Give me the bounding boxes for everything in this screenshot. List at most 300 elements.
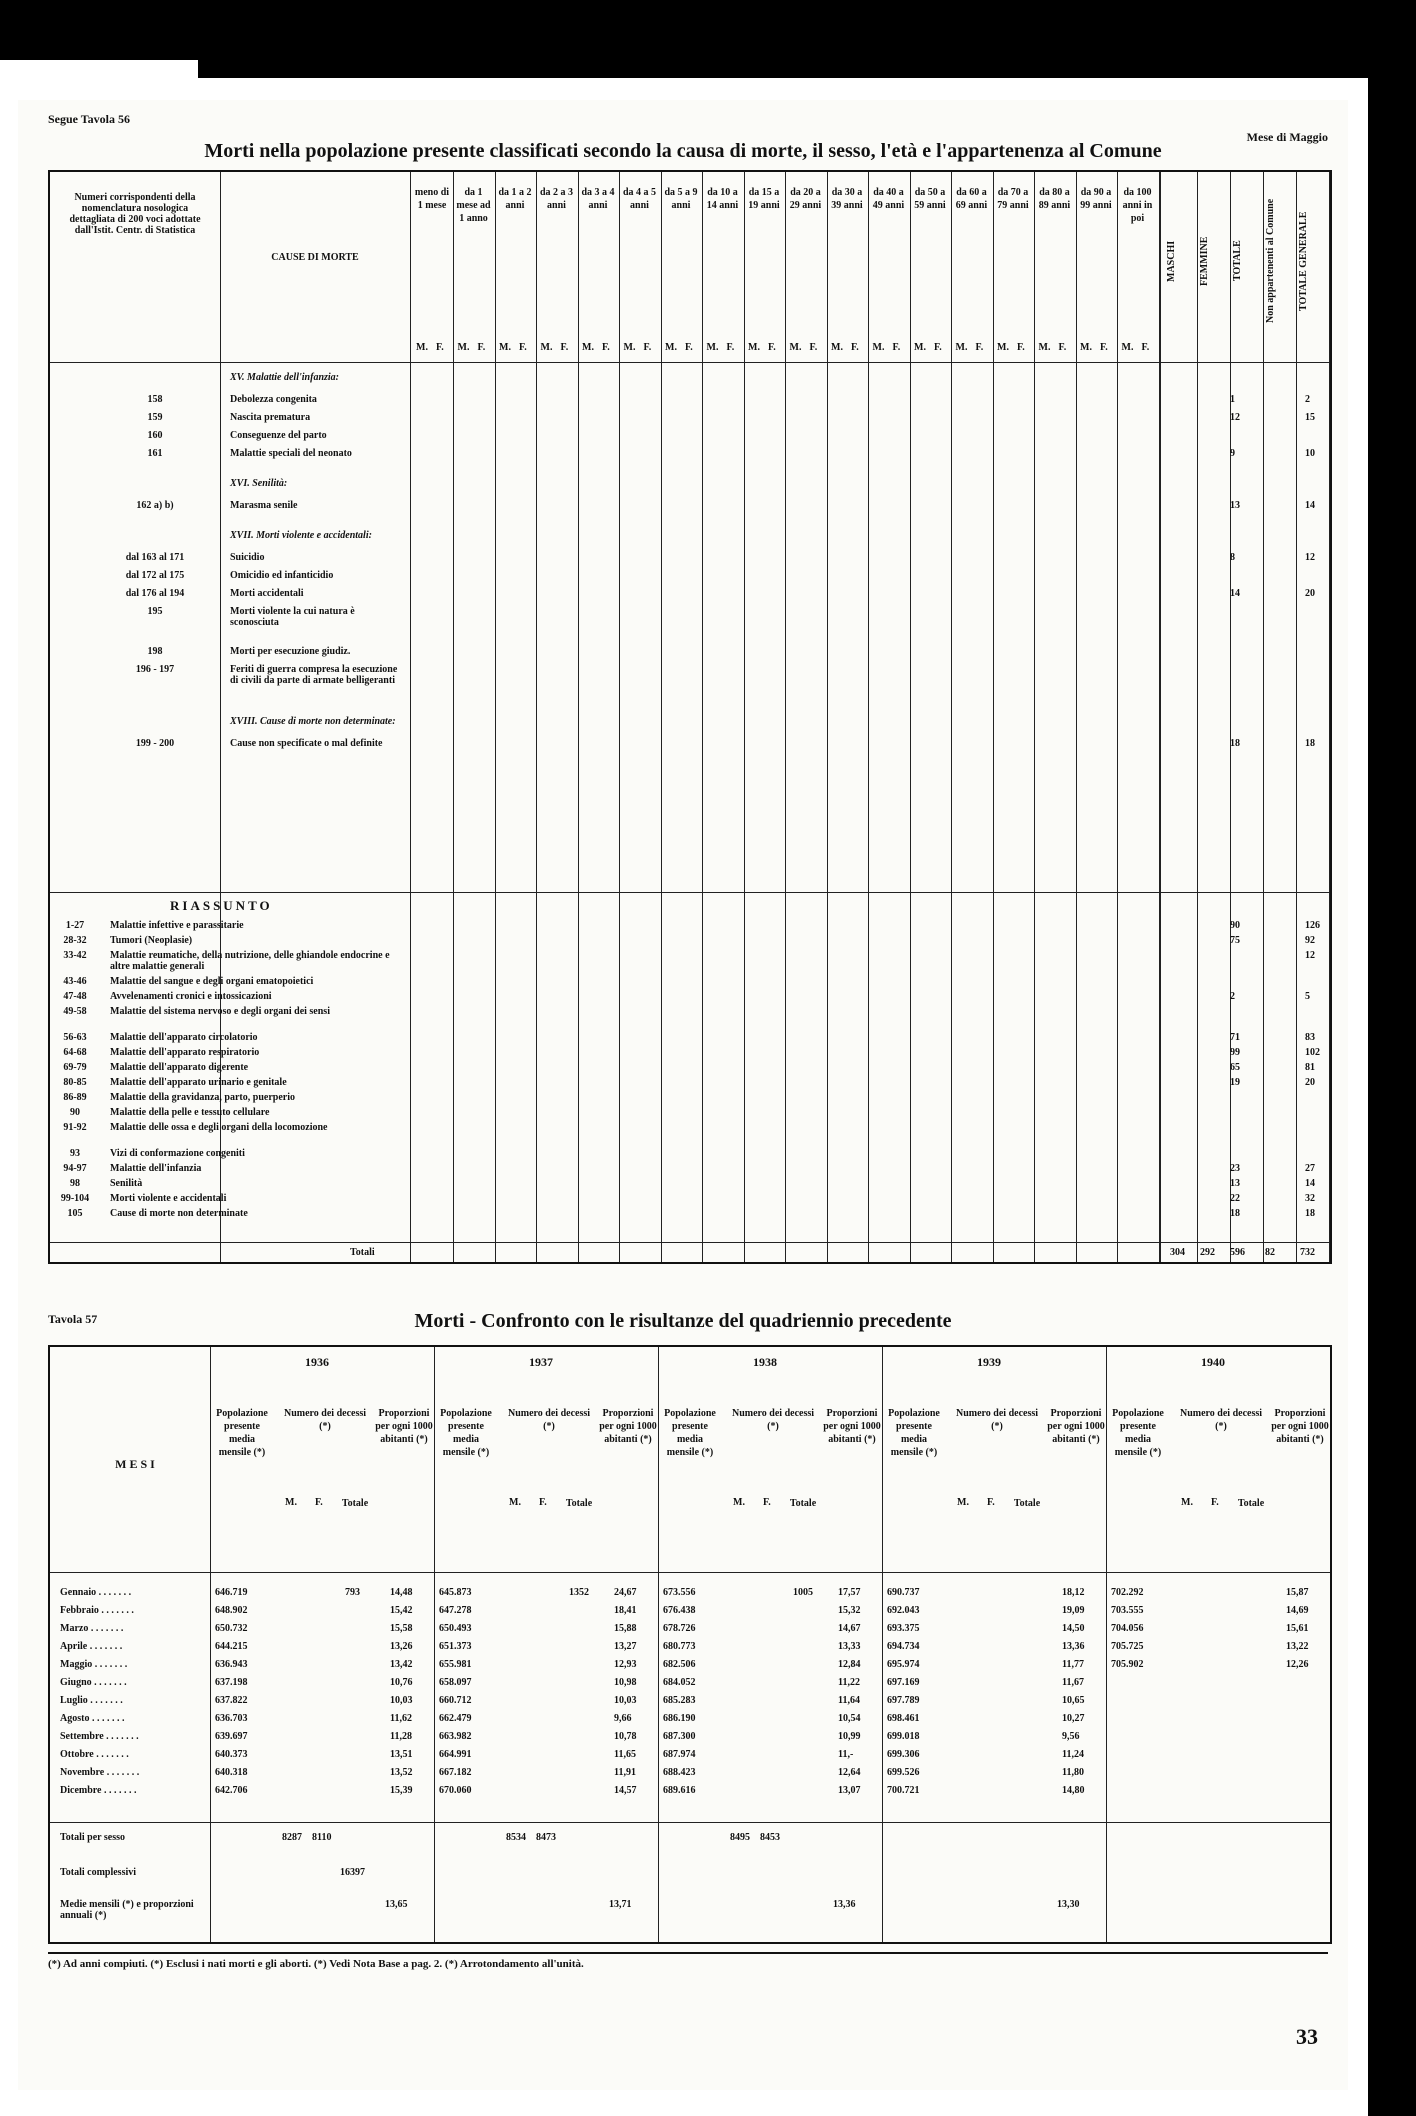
age-group-header: meno di 1 mese — [414, 187, 450, 211]
age-group-header: da 70 a 79 anni — [997, 187, 1029, 211]
sex-f-header: F. — [1017, 342, 1025, 353]
sex-f-header: F. — [602, 342, 610, 353]
year-divider — [658, 1347, 659, 1942]
summary-total: 2 — [1230, 991, 1235, 1002]
proportion-value: 15,87 — [1286, 1587, 1309, 1598]
population-value: 686.190 — [663, 1713, 696, 1724]
summary-name: Malattie del sangue e degli organi ematopoietici — [110, 976, 314, 987]
cause-code: 195 — [147, 606, 163, 617]
proportion-value: 14,69 — [1286, 1605, 1309, 1616]
totals-maschi: 304 — [1170, 1247, 1185, 1258]
proportion-value: 10,03 — [614, 1695, 637, 1706]
population-value: 702.292 — [1111, 1587, 1144, 1598]
population-value: 682.506 — [663, 1659, 696, 1670]
population-value: 637.198 — [215, 1677, 248, 1688]
deaths-header: Numero dei decessi (*) — [731, 1408, 815, 1432]
summary-name: Malattie infettive e parassitarie — [110, 920, 244, 931]
population-value: 647.278 — [439, 1605, 472, 1616]
summary-total: 22 — [1230, 1193, 1240, 1204]
population-value: 704.056 — [1111, 1623, 1144, 1634]
cause-total: 8 — [1230, 552, 1235, 563]
month-label: Mese di Maggio — [1246, 130, 1328, 144]
deaths-f-header: F. — [315, 1497, 323, 1508]
col-divider — [785, 172, 786, 1262]
col-divider — [993, 172, 994, 1262]
population-value: 651.373 — [439, 1641, 472, 1652]
summary-name: Malattie reumatiche, della nutrizione, delle ghiandole endocrine e altre malattie generali — [110, 950, 390, 972]
deaths-m-header: M. — [509, 1497, 521, 1508]
summary-total: 19 — [1230, 1077, 1240, 1088]
cause-code: 198 — [147, 646, 163, 657]
proportion-value: 14,80 — [1062, 1785, 1085, 1796]
cause-grand-total: 15 — [1305, 412, 1315, 423]
cause-name: Debolezza congenita — [230, 394, 317, 405]
proportion-value: 15,42 — [390, 1605, 413, 1616]
age-group-header: da 20 a 29 anni — [789, 187, 822, 211]
summary-total: 65 — [1230, 1062, 1240, 1073]
sex-m-header: M. — [748, 342, 760, 353]
footnote: (*) Ad anni compiuti. (*) Esclusi i nati morti e gli aborti. (*) Vedi Nota Base a pag. 2. (*) Arrotondamento all'unità. — [48, 1952, 1328, 1984]
cause-code: dal 163 al 171 — [125, 552, 185, 563]
sex-m-header: M. — [789, 342, 802, 353]
summary-col-header: TOTALE GENERALE — [1298, 211, 1309, 311]
year-header: 1937 — [529, 1355, 553, 1369]
year-header: 1939 — [977, 1355, 1001, 1369]
proportion-value: 14,48 — [390, 1587, 413, 1598]
deaths-header: Numero dei decessi (*) — [955, 1408, 1039, 1432]
summary-col-header: TOTALE — [1232, 240, 1243, 282]
summary-grand-total: 92 — [1305, 935, 1315, 946]
totals-femmine: 292 — [1200, 1247, 1215, 1258]
months-header: M E S I — [115, 1457, 155, 1471]
deaths-total-value: 793 — [345, 1587, 360, 1598]
col-divider — [744, 172, 745, 1262]
cause-grand-total: 14 — [1305, 500, 1315, 511]
proportion-header: Proporzioni per ogni 1000 abitanti (*) — [599, 1408, 657, 1445]
population-value: 662.479 — [439, 1713, 472, 1724]
summary-name: Malattie delle ossa e degli organi della locomozione — [110, 1122, 328, 1133]
population-value: 648.902 — [215, 1605, 248, 1616]
proportion-value: 11,64 — [838, 1695, 860, 1706]
proportion-header: Proporzioni per ogni 1000 abitanti (*) — [1271, 1408, 1329, 1445]
population-value: 700.721 — [887, 1785, 920, 1796]
summary-name: Malattie dell'apparato respiratorio — [110, 1047, 260, 1058]
proportion-value: 9,56 — [1062, 1731, 1080, 1742]
summary-code: 90 — [70, 1107, 80, 1118]
summary-name: Tumori (Neoplasie) — [110, 935, 193, 946]
summary-code: 56-63 — [63, 1032, 87, 1043]
summary-total: 18 — [1230, 1208, 1240, 1219]
summary-name: Cause di morte non determinate — [110, 1208, 248, 1219]
population-value: 680.773 — [663, 1641, 696, 1652]
proportion-value: 11,77 — [1062, 1659, 1084, 1670]
population-value: 697.789 — [887, 1695, 920, 1706]
summary-name: Malattie dell'apparato urinario e genitale — [110, 1077, 287, 1088]
sex-m-header: M. — [872, 342, 885, 353]
continued-table-label: Segue Tavola 56 — [48, 112, 131, 126]
sex-m-header: M. — [955, 342, 968, 353]
summary-code: 80-85 — [63, 1077, 87, 1088]
summary-total: 13 — [1230, 1178, 1240, 1189]
cause-code: 162 a) b) — [136, 500, 174, 511]
population-value: 703.555 — [1111, 1605, 1144, 1616]
sex-m-header: M. — [540, 342, 553, 353]
population-value: 645.873 — [439, 1587, 472, 1598]
cause-grand-total: 12 — [1305, 552, 1315, 563]
proportion-header: Proporzioni per ogni 1000 abitanti (*) — [1047, 1408, 1105, 1445]
sex-f-header: F. — [851, 342, 859, 353]
year-divider — [882, 1347, 883, 1942]
population-value: 644.215 — [215, 1641, 248, 1652]
age-group-header: da 50 a 59 anni — [914, 187, 946, 211]
age-group-header: da 3 a 4 anni — [581, 187, 615, 211]
summary-name: Vizi di conformazione congeniti — [110, 1148, 245, 1159]
proportion-value: 11,24 — [1062, 1749, 1084, 1760]
year-divider — [434, 1347, 435, 1942]
cause-code: 199 - 200 — [135, 738, 175, 749]
sex-f-header: F. — [892, 342, 901, 353]
section-title: XVII. Morti violente e accidentali: — [230, 530, 372, 541]
population-value: 687.974 — [663, 1749, 696, 1760]
cause-code: 158 — [147, 394, 163, 405]
cause-name: Omicidio ed infanticidio — [230, 570, 334, 581]
age-group-header: da 80 a 89 anni — [1038, 187, 1071, 211]
proportion-value: 13,07 — [838, 1785, 861, 1796]
summary-code: 86-89 — [63, 1092, 87, 1103]
year-divider — [1106, 1347, 1107, 1942]
col-divider — [827, 172, 828, 1262]
col-divider — [910, 172, 911, 1262]
col-divider — [1159, 172, 1160, 1262]
proportion-value: 10,27 — [1062, 1713, 1085, 1724]
col-divider — [868, 172, 869, 1262]
proportion-value: 13,33 — [838, 1641, 861, 1652]
proportion-value: 10,78 — [614, 1731, 637, 1742]
proportion-value: 15,39 — [390, 1785, 413, 1796]
sex-f-header: F. — [685, 342, 693, 353]
document-page — [18, 100, 1348, 2090]
year-header: 1938 — [753, 1355, 777, 1369]
proportion-value: 12,64 — [838, 1767, 861, 1778]
population-value: 685.283 — [663, 1695, 696, 1706]
sex-f-header: F. — [809, 342, 818, 353]
cause-name: Malattie speciali del neonato — [230, 448, 352, 459]
page-number: 33 — [1296, 2024, 1318, 2049]
summary-grand-total: 102 — [1305, 1047, 1320, 1058]
cause-total: 12 — [1230, 412, 1240, 423]
cause-total: 9 — [1230, 448, 1235, 459]
sex-f-header: F. — [1141, 342, 1150, 353]
proportion-value: 14,67 — [838, 1623, 861, 1634]
proportion-value: 9,66 — [614, 1713, 632, 1724]
cause-total: 14 — [1230, 588, 1240, 599]
summary-total: 99 — [1230, 1047, 1240, 1058]
population-value: 673.556 — [663, 1587, 696, 1598]
totals-divider — [50, 1242, 1330, 1243]
deaths-m-header: M. — [957, 1497, 969, 1508]
population-value: 663.982 — [439, 1731, 472, 1742]
summary-code: 28-32 — [63, 935, 87, 946]
totals-label: Totali — [350, 1247, 375, 1258]
summary-code: 93 — [70, 1148, 80, 1159]
population-value: 664.991 — [439, 1749, 472, 1760]
proportion-value: 11,- — [838, 1749, 854, 1760]
sex-m-header: M. — [416, 342, 428, 353]
sex-m-header: M. — [457, 342, 470, 353]
proportion-value: 12,93 — [614, 1659, 637, 1670]
sex-f-header: F. — [519, 342, 527, 353]
table-57 — [48, 1345, 1332, 1944]
summary-code: 49-58 — [63, 1006, 87, 1017]
total-m-value: 8534 — [506, 1832, 526, 1843]
proportion-value: 11,62 — [390, 1713, 412, 1724]
proportion-value: 17,57 — [838, 1587, 861, 1598]
deaths-total-header: Totale — [565, 1498, 593, 1509]
population-value: 694.734 — [887, 1641, 920, 1652]
sex-m-header: M. — [623, 342, 636, 353]
population-value: 642.706 — [215, 1785, 248, 1796]
causes-header: CAUSE DI MORTE — [271, 252, 359, 263]
summary-grand-total: 32 — [1305, 1193, 1315, 1204]
summary-grand-total: 81 — [1305, 1062, 1315, 1073]
cause-name: Morti violente la cui natura è sconosciuta — [230, 606, 355, 628]
cause-code: dal 172 al 175 — [125, 570, 185, 581]
proportion-value: 14,57 — [614, 1785, 637, 1796]
cause-name: Nascita prematura — [230, 412, 311, 423]
summary-name: Malattie della pelle e tessuto cellulare — [110, 1107, 270, 1118]
col-divider — [661, 172, 662, 1262]
proportion-value: 13,27 — [614, 1641, 637, 1652]
sex-f-header: F. — [768, 342, 776, 353]
deaths-total-header: Totale — [341, 1498, 369, 1509]
scan-border-corner — [0, 0, 198, 60]
section-title: XVIII. Cause di morte non determinate: — [230, 716, 396, 727]
totals-overall-label: Totali complessivi — [60, 1867, 137, 1878]
summary-grand-total: 12 — [1305, 950, 1315, 961]
population-value: 697.169 — [887, 1677, 920, 1688]
col-divider — [1160, 172, 1161, 1262]
cause-code: 159 — [147, 412, 163, 423]
deaths-total-value: 1005 — [793, 1587, 813, 1598]
proportion-value: 13,42 — [390, 1659, 413, 1670]
age-group-header: da 100 anni in poi — [1122, 187, 1153, 224]
summary-grand-total: 18 — [1305, 1208, 1315, 1219]
month-label: Febbraio . . . . . . . — [60, 1605, 134, 1616]
proportion-value: 10,65 — [1062, 1695, 1085, 1706]
population-value: 655.981 — [439, 1659, 472, 1670]
summary-code: 47-48 — [63, 991, 87, 1002]
proportion-value: 13,52 — [390, 1767, 413, 1778]
summary-total: 23 — [1230, 1163, 1240, 1174]
sex-m-header: M. — [582, 342, 594, 353]
sex-m-header: M. — [1038, 342, 1051, 353]
deaths-m-header: M. — [1181, 1497, 1193, 1508]
proportion-value: 13,36 — [1062, 1641, 1085, 1652]
summary-col-header: MASCHI — [1166, 240, 1177, 282]
proportion-value: 12,26 — [1286, 1659, 1309, 1670]
col-divider — [1117, 172, 1118, 1262]
proportion-value: 10,99 — [838, 1731, 861, 1742]
proportion-value: 18,12 — [1062, 1587, 1085, 1598]
cause-name: Marasma senile — [230, 500, 298, 511]
summary-total: 71 — [1230, 1032, 1240, 1043]
proportion-value: 11,28 — [390, 1731, 412, 1742]
age-group-header: da 90 a 99 anni — [1080, 187, 1112, 211]
month-label: Giugno . . . . . . . — [60, 1677, 127, 1688]
summary-code: 99-104 — [60, 1193, 90, 1204]
summary-grand-total: 5 — [1305, 991, 1310, 1002]
age-group-header: da 30 a 39 anni — [831, 187, 863, 211]
population-header: Popolazione presente media mensile (*) — [216, 1408, 268, 1458]
proportion-value: 18,41 — [614, 1605, 637, 1616]
summary-grand-total: 27 — [1305, 1163, 1315, 1174]
summary-grand-total: 126 — [1305, 920, 1320, 931]
summary-code: 98 — [70, 1178, 80, 1189]
col-divider — [619, 172, 620, 1262]
deaths-f-header: F. — [1211, 1497, 1219, 1508]
proportion-value: 11,80 — [1062, 1767, 1084, 1778]
population-value: 660.712 — [439, 1695, 472, 1706]
table-57-title: Morti - Confronto con le risultanze del quadriennio precedente — [414, 1310, 952, 1332]
cause-grand-total: 2 — [1305, 394, 1310, 405]
deaths-m-header: M. — [733, 1497, 745, 1508]
population-value: 693.375 — [887, 1623, 920, 1634]
proportion-header: Proporzioni per ogni 1000 abitanti (*) — [375, 1408, 433, 1445]
col-divider — [1034, 172, 1035, 1262]
deaths-total-header: Totale — [789, 1498, 817, 1509]
month-label: Aprile . . . . . . . — [60, 1641, 123, 1652]
deaths-total-header: Totale — [1013, 1498, 1041, 1509]
population-value: 636.943 — [215, 1659, 248, 1670]
population-value: 684.052 — [663, 1677, 696, 1688]
summary-name: Malattie dell'apparato circolatorio — [110, 1032, 258, 1043]
sex-f-header: F. — [1100, 342, 1108, 353]
month-label: Luglio . . . . . . . — [60, 1695, 123, 1706]
cause-total: 18 — [1230, 738, 1240, 749]
col-divider — [951, 172, 952, 1262]
population-value: 650.732 — [215, 1623, 248, 1634]
deaths-f-header: F. — [763, 1497, 771, 1508]
total-m-value: 8495 — [730, 1832, 750, 1843]
col-divider — [702, 172, 703, 1262]
population-value: 692.043 — [887, 1605, 920, 1616]
summary-code: 1-27 — [65, 920, 85, 931]
proportion-annual-value: 13,65 — [385, 1899, 408, 1910]
proportion-value: 13,22 — [1286, 1641, 1309, 1652]
cause-code: 160 — [147, 430, 163, 441]
month-label: Dicembre . . . . . . . — [60, 1785, 137, 1796]
proportion-value: 10,03 — [390, 1695, 413, 1706]
sex-m-header: M. — [1121, 342, 1134, 353]
month-label: Agosto . . . . . . . — [60, 1713, 125, 1724]
month-label: Novembre . . . . . . . — [60, 1767, 140, 1778]
population-value: 695.974 — [887, 1659, 920, 1670]
sex-f-header: F. — [1058, 342, 1067, 353]
total-f-value: 8453 — [760, 1832, 780, 1843]
section-title: XVI. Senilità: — [230, 478, 288, 489]
totals-by-sex-label: Totali per sesso — [60, 1832, 126, 1843]
age-group-header: da 5 a 9 anni — [664, 187, 698, 211]
proportion-value: 15,88 — [614, 1623, 637, 1634]
month-label: Gennaio . . . . . . . — [60, 1587, 132, 1598]
summary-code: 33-42 — [63, 950, 87, 961]
scan-border-right — [1368, 0, 1416, 2116]
population-value: 705.902 — [1111, 1659, 1144, 1670]
age-group-header: da 10 a 14 anni — [706, 187, 739, 211]
cause-name: Feriti di guerra compresa la esecuzione di civili da parte di armate belligeranti — [230, 664, 398, 686]
proportion-value: 13,26 — [390, 1641, 413, 1652]
month-label: Maggio . . . . . . . — [60, 1659, 128, 1670]
population-value: 699.306 — [887, 1749, 920, 1760]
age-group-header: da 1 mese ad 1 anno — [456, 187, 491, 224]
age-group-header: da 1 a 2 anni — [498, 187, 532, 211]
population-value: 636.703 — [215, 1713, 248, 1724]
population-header: Popolazione presente media mensile (*) — [440, 1408, 492, 1458]
summary-name: Malattie del sistema nervoso e degli organi dei sensi — [110, 1006, 330, 1017]
sex-m-header: M. — [1080, 342, 1092, 353]
population-value: 637.822 — [215, 1695, 248, 1706]
total-f-value: 8110 — [312, 1832, 332, 1843]
summary-total: 75 — [1230, 935, 1240, 946]
summary-code: 69-79 — [63, 1062, 87, 1073]
population-value: 699.018 — [887, 1731, 920, 1742]
month-label: Ottobre . . . . . . . — [60, 1749, 129, 1760]
population-value: 705.725 — [1111, 1641, 1144, 1652]
year-header: 1936 — [305, 1355, 329, 1369]
summary-name: Malattie dell'apparato digerente — [110, 1062, 249, 1073]
proportion-value: 19,09 — [1062, 1605, 1085, 1616]
summary-code: 64-68 — [63, 1047, 87, 1058]
population-value: 670.060 — [439, 1785, 472, 1796]
total-m-value: 8287 — [282, 1832, 302, 1843]
proportion-value: 11,65 — [614, 1749, 636, 1760]
year-header: 1940 — [1201, 1355, 1225, 1369]
summary-name: Senilità — [110, 1178, 143, 1189]
summary-grand-total: 83 — [1305, 1032, 1315, 1043]
age-group-header: da 4 a 5 anni — [622, 187, 657, 211]
deaths-total-value: 1352 — [569, 1587, 589, 1598]
proportion-value: 10,76 — [390, 1677, 413, 1688]
population-value: 640.318 — [215, 1767, 248, 1778]
totals-generale: 732 — [1300, 1247, 1315, 1258]
proportion-annual-value: 13,36 — [833, 1899, 856, 1910]
deaths-header: Numero dei decessi (*) — [1179, 1408, 1263, 1432]
totals-divider — [50, 1822, 1330, 1823]
cause-code: 196 - 197 — [135, 664, 175, 675]
sex-m-header: M. — [499, 342, 511, 353]
sex-f-header: F. — [643, 342, 652, 353]
col-divider — [1329, 172, 1330, 1262]
sex-m-header: M. — [706, 342, 719, 353]
scan-border-top — [198, 0, 1416, 78]
cause-name: Suicidio — [230, 552, 265, 563]
riassunto-title: RIASSUNTO — [170, 898, 273, 913]
population-value: 650.493 — [439, 1623, 472, 1634]
summary-name: Avvelenamenti cronici e intossicazioni — [110, 991, 272, 1002]
table-56-title: Morti nella popolazione presente classificati secondo la causa di morte, il sesso, l'età e l'appartenenza al Comune — [204, 140, 1162, 162]
population-value: 646.719 — [215, 1587, 248, 1598]
proportion-value: 15,32 — [838, 1605, 861, 1616]
cause-name: Cause non specificate o mal definite — [230, 738, 383, 749]
population-value: 658.097 — [439, 1677, 472, 1688]
summary-col-header: FEMMINE — [1199, 236, 1210, 286]
population-value: 639.697 — [215, 1731, 248, 1742]
population-value: 687.300 — [663, 1731, 696, 1742]
population-value: 698.461 — [887, 1713, 920, 1724]
sex-m-header: M. — [831, 342, 843, 353]
summary-code: 43-46 — [63, 976, 87, 987]
deaths-header: Numero dei decessi (*) — [507, 1408, 591, 1432]
